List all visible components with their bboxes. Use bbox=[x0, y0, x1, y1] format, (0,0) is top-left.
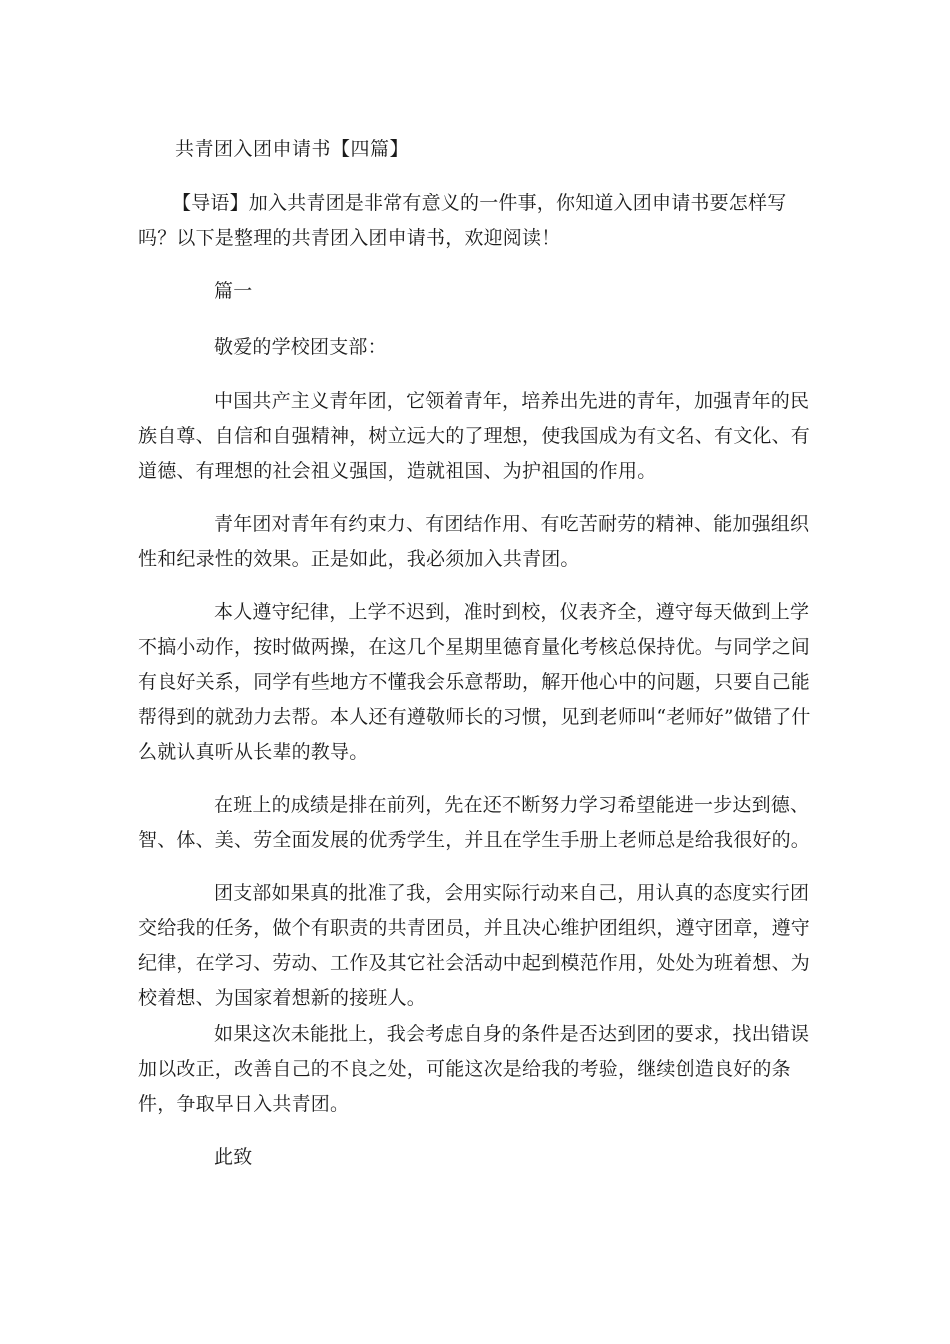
intro-paragraph: 【导语】加入共青团是非常有意义的一件事，你知道入团申请书要怎样写吗？以下是整理的共青团入团申请书，欢迎阅读！ bbox=[138, 192, 787, 249]
salutation: 敬爱的学校团支部： bbox=[214, 336, 387, 358]
body-paragraph: 本人遵守纪律，上学不迟到，准时到校，仪表齐全，遵守每天做到上学不搞小动作，按时做两操，在这几个星期里德育量化考核总保持优。与同学之间有良好关系，同学有些地方不懂我会乐意帮助，解开他心中的问题，只要自己能帮得到的就劲力去帮。本人还有遵敬师长的习惯，见到老师叫“老师好”做错了什么就认真听从长辈的教导。 bbox=[138, 601, 811, 763]
body-paragraph: 团支部如果真的批准了我，会用实际行动来自己，用认真的态度实行团交给我的任务，做个有职责的共青团员，并且决心维护团组织，遵守团章，遵守纪律，在学习、劳动、工作及其它社会活动中起到模范作用，处处为班着想、为校着想、为国家着想新的接班人。 bbox=[138, 882, 811, 1009]
body-paragraph: 如果这次未能批上，我会考虑自身的条件是否达到团的要求，找出错误加以改正，改善自己的不良之处，可能这次是给我的考验，继续创造良好的条件，争取早日入共青团。 bbox=[138, 1023, 810, 1115]
body-paragraph: 在班上的成绩是排在前列，先在还不断努力学习希望能进一步达到德、智、体、美、劳全面发展的优秀学生，并且在学生手册上老师总是给我很好的。 bbox=[138, 794, 811, 851]
body-paragraph: 中国共产主义青年团，它领着青年，培养出先进的青年，加强青年的民族自尊、自信和自强精神，树立远大的了理想，使我国成为有文名、有文化、有道德、有理想的社会祖义强国，造就祖国、为护祖国的作用。 bbox=[138, 390, 811, 482]
section-heading: 篇一 bbox=[214, 280, 253, 302]
document-title: 共青团入团申请书【四篇】 bbox=[175, 138, 410, 160]
closing-line: 此致 bbox=[214, 1146, 253, 1168]
body-paragraph: 青年团对青年有约束力、有团结作用、有吃苦耐劳的精神、能加强组织性和纪录性的效果。正是如此，我必须加入共青团。 bbox=[138, 513, 810, 570]
